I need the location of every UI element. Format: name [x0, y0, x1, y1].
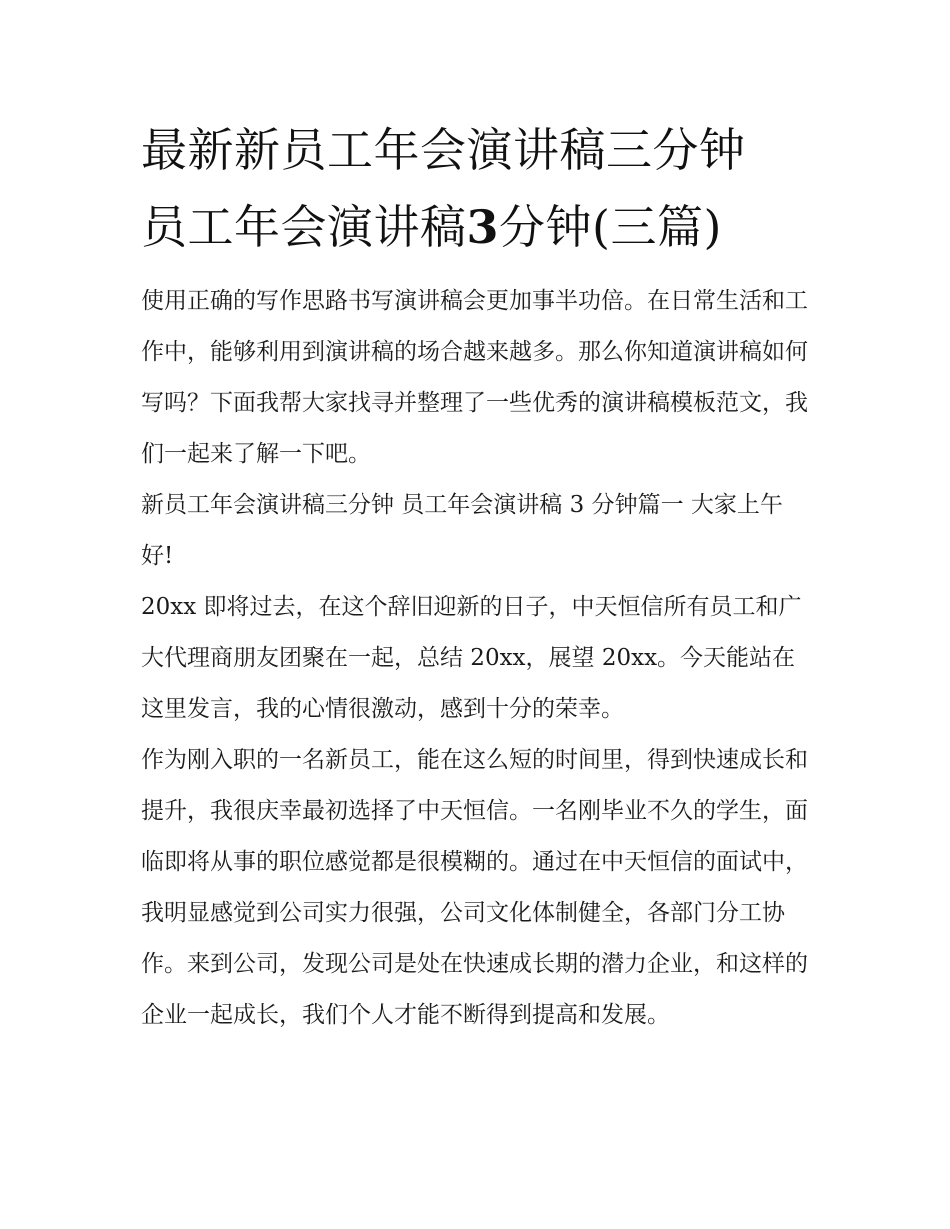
title-line-2-suffix: 分钟(三篇) [499, 200, 722, 254]
document-title [141, 112, 811, 266]
title-line-2-prefix: 员工年会演讲稿 [141, 200, 467, 254]
document-content [141, 112, 811, 1041]
paragraph-new-employee: 作为刚入职的一名新员工，能在这么短的时间里，得到快速成长和提升，我很庆幸最初选择了中天恒信。一名刚毕业不久的学生，面临即将从事的职位感觉都是很模糊的。通过在中天恒信的面试中，我明显感觉到公司实力很强，公司文化体制健全，各部门分工协作。来到公司，发现公司是处在快速成长期的潜力企业，和这样的企业一起成长，我们个人才能不断得到提高和发展。 [141, 747, 808, 1028]
paragraph-intro: 使用正确的写作思路书写演讲稿会更加事半功倍。在日常生活和工作中，能够利用到演讲稿的场合越来越多。那么你知道演讲稿如何写吗？下面我帮大家找寻并整理了一些优秀的演讲稿模板范文，我们一起来了解一下吧。 [141, 288, 808, 467]
title-line-2-number: 3 [466, 200, 500, 254]
title-line-1: 最新新员工年会演讲稿三分钟 [141, 123, 746, 177]
document-body [141, 276, 811, 1041]
paragraph-section-heading: 新员工年会演讲稿三分钟 员工年会演讲稿 3 分钟篇一 大家上午好! [141, 492, 783, 569]
paragraph-year-review: 20xx 即将过去，在这个辞旧迎新的日子，中天恒信所有员工和广大代理商朋友团聚在一起，总结 20xx，展望 20xx。今天能站在这里发言，我的心情很激动，感到十分的荣幸。 [141, 594, 802, 722]
